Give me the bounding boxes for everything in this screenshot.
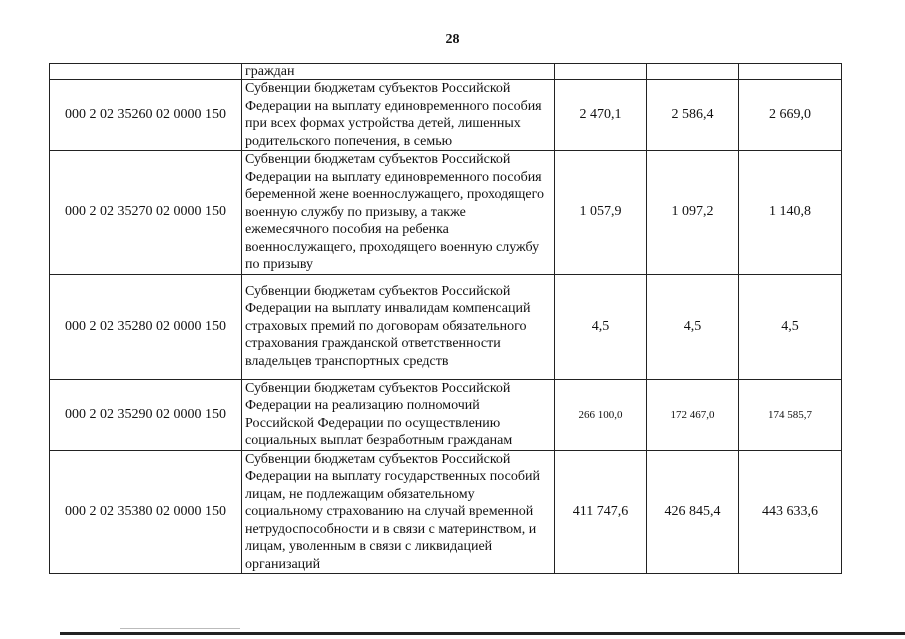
table-row: [50, 274, 842, 379]
amount-year-3: 4,5: [739, 274, 842, 379]
revenue-description: граждан: [242, 64, 555, 80]
amount-year-2: [647, 64, 739, 80]
amount-year-1: 266 100,0: [555, 379, 647, 450]
table-row: [50, 64, 842, 80]
revenue-description: Субвенции бюджетам субъектов Российской Федерации на реализацию полномочий Российской Федерации по осуществлению социальных выплат безработным гражданам: [242, 379, 555, 450]
table-row: [50, 151, 842, 275]
amount-year-3: [739, 64, 842, 80]
amount-year-2: 172 467,0: [647, 379, 739, 450]
classification-code: 000 2 02 35280 02 0000 150: [50, 274, 242, 379]
revenue-description: Субвенции бюджетам субъектов Российской Федерации на выплату инвалидам компенсаций страховых премий по договорам обязательного страхования гражданской ответственности владельцев транспортных средств: [242, 274, 555, 379]
revenue-description: Субвенции бюджетам субъектов Российской Федерации на выплату единовременного пособия беременной жене военнослужащего, проходящего военную службу по призыву, а также ежемесячного пособия на ребенка военнослужащего, проходящего военную службу по призыву: [242, 151, 555, 275]
amount-year-2: 2 586,4: [647, 80, 739, 151]
budget-table: [49, 63, 842, 574]
page-bottom-edge: [60, 632, 905, 635]
revenue-description: Субвенции бюджетам субъектов Российской Федерации на выплату единовременного пособия при всех формах устройства детей, лишенных родительского попечения, в семью: [242, 80, 555, 151]
classification-code: 000 2 02 35260 02 0000 150: [50, 80, 242, 151]
amount-year-3: 1 140,8: [739, 151, 842, 275]
table-row: [50, 379, 842, 450]
amount-year-3: 174 585,7: [739, 379, 842, 450]
table-row: [50, 80, 842, 151]
classification-code: 000 2 02 35290 02 0000 150: [50, 379, 242, 450]
page-number: 28: [445, 32, 460, 47]
amount-year-1: 2 470,1: [555, 80, 647, 151]
amount-year-1: 4,5: [555, 274, 647, 379]
classification-code: 000 2 02 35270 02 0000 150: [50, 151, 242, 275]
amount-year-3: 2 669,0: [739, 80, 842, 151]
amount-year-2: 1 097,2: [647, 151, 739, 275]
classification-code: [50, 64, 242, 80]
amount-year-1: 411 747,6: [555, 450, 647, 574]
amount-year-1: 1 057,9: [555, 151, 647, 275]
table-row: [50, 450, 842, 574]
scan-artifact-line: [120, 628, 240, 629]
amount-year-3: 443 633,6: [739, 450, 842, 574]
revenue-description: Субвенции бюджетам субъектов Российской Федерации на выплату государственных пособий лицам, не подлежащим обязательному социальному страхованию на случай временной нетрудоспособности и в связи с материнством, и лицам, уволенным в связи с ликвидацией организаций: [242, 450, 555, 574]
classification-code: 000 2 02 35380 02 0000 150: [50, 450, 242, 574]
amount-year-1: [555, 64, 647, 80]
amount-year-2: 426 845,4: [647, 450, 739, 574]
amount-year-2: 4,5: [647, 274, 739, 379]
